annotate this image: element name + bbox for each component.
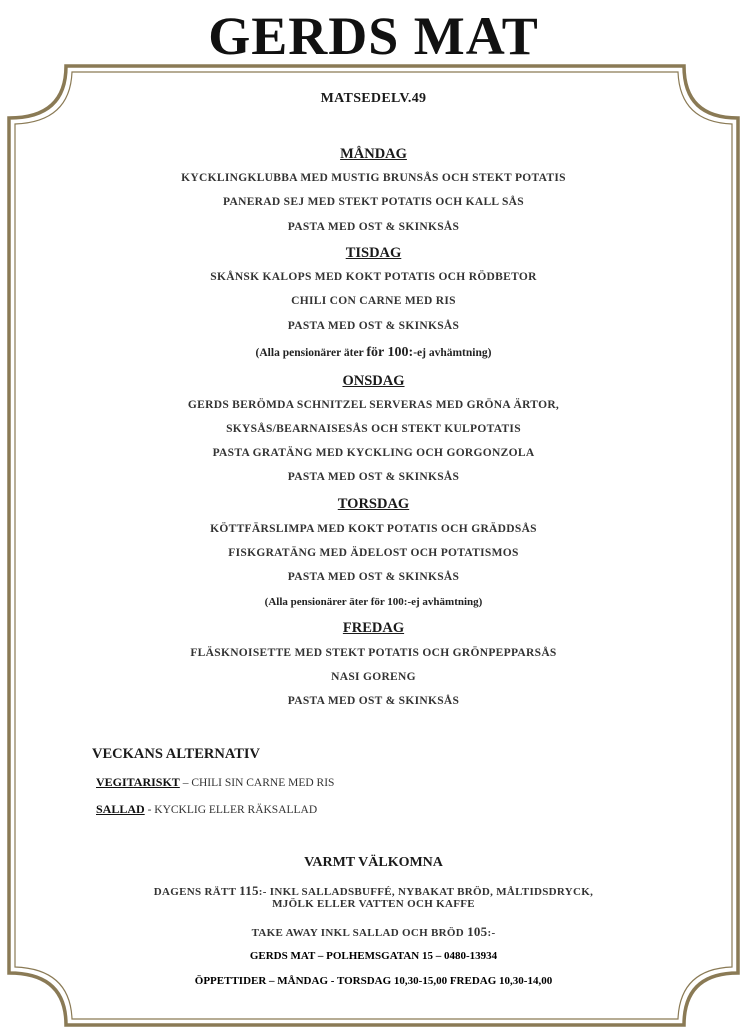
dish-of-day-line [0,883,747,899]
note-price: för 100: [366,345,414,360]
menu-item: SKYSÅS/BEARNAISESÅS OCH STEKT KULPOTATIS [226,423,521,435]
menu-item: PASTA GRATÄNG MED KYCKLING OCH GORGONZOLA [212,447,535,459]
note-text: (Alla pensionärer äter [255,347,364,359]
alternative-label: VEGITARISKT [96,775,180,789]
menu-item: KÖTTFÄRSLIMPA MED KOKT POTATIS OCH GRÄDDSÅS [210,523,537,535]
day-heading-torsdag: TORSDAG [337,496,410,512]
alternative-label: SALLAD [96,802,145,816]
restaurant-title: GERDS MAT [208,6,539,66]
takeaway-text: TAKE AWAY INKL SALLAD OCH BRÖD [251,927,468,939]
address-line: GERDS MAT – POLHEMSGATAN 15 – 0480-13934 [249,950,498,962]
pensioner-note: (Alla pensionärer äter för 100:-ej avhämtning) [264,596,483,608]
menu-item: PASTA MED OST & SKINKSÅS [287,221,460,233]
takeaway-line [0,924,747,940]
menu-item: NASI GORENG [331,671,416,683]
alternative-text: – CHILI SIN CARNE MED RIS [179,777,335,789]
dish-text: :- INKL SALLADSBUFFÉ, NYBAKAT BRÖD, MÅLTIDSDRYCK, [258,886,594,898]
menu-item: PASTA MED OST & SKINKSÅS [287,320,460,332]
menu-item: PASTA MED OST & SKINKSÅS [287,571,460,583]
menu-item: FISKGRATÄNG MED ÄDELOST OCH POTATISMOS [228,547,519,559]
opening-hours: ÖPPETTIDER – MÅNDAG - TORSDAG 10,30-15,00 FREDAG 10,30-14,00 [194,975,553,987]
alternative-salad [96,802,317,817]
menu-item: SKÅNSK KALOPS MED KOKT POTATIS OCH RÖDBETOR [210,271,537,283]
menu-item: KYCKLINGKLUBBA MED MUSTIG BRUNSÅS OCH STEKT POTATIS [181,172,566,184]
dish-text: DAGENS RÄTT [153,886,240,898]
day-heading-onsdag: ONSDAG [342,373,405,389]
day-heading-tisdag: TISDAG [345,245,402,261]
menu-item: PASTA MED OST & SKINKSÅS [287,471,460,483]
alternative-text: - KYCKLIG ELLER RÄKSALLAD [144,804,318,816]
day-heading-fredag: FREDAG [342,620,405,636]
pensioner-note [0,345,747,361]
alternative-vegetarian [96,775,334,790]
week-label: MATSEDELV.49 [320,91,427,106]
menu-item: PANERAD SEJ MED STEKT POTATIS OCH KALL SÅS [223,196,524,208]
alternatives-title: VECKANS ALTERNATIV [92,746,261,762]
menu-item: PASTA MED OST & SKINKSÅS [287,695,460,707]
day-heading-mandag: MÅNDAG [340,146,407,162]
note-text: -ej avhämtning) [413,347,492,359]
dish-price: 115 [239,883,259,898]
menu-item: FLÄSKNOISETTE MED STEKT POTATIS OCH GRÖNPEPPARSÅS [190,647,557,659]
menu-item: CHILI CON CARNE MED RIS [291,295,456,307]
menu-item: GERDS BERÖMDA SCHNITZEL SERVERAS MED GRÖNA ÄRTOR, [187,399,560,411]
dish-of-day-line-2: MJÖLK ELLER VATTEN OCH KAFFE [272,898,475,910]
takeaway-text: :- [487,927,496,939]
welcome-heading: VARMT VÄLKOMNA [304,855,443,870]
takeaway-price: 105 [467,924,488,939]
